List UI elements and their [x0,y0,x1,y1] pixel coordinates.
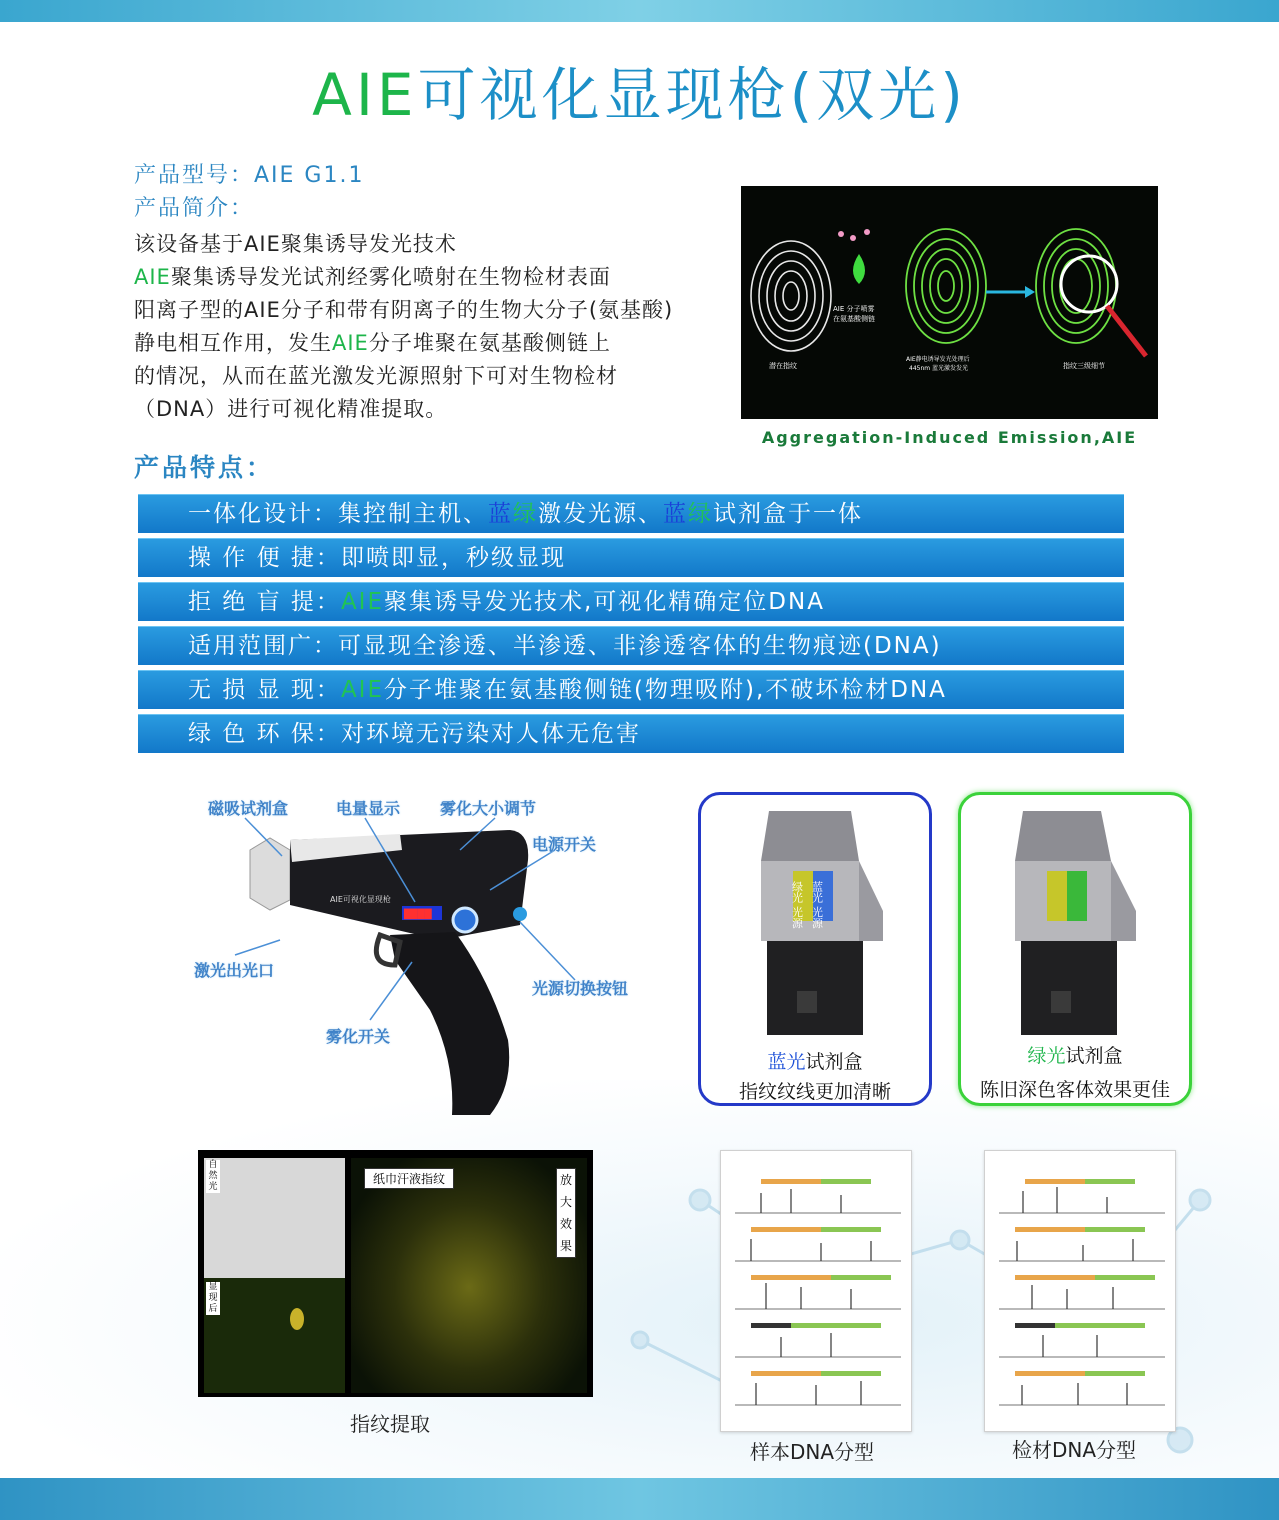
intro-line [134,261,724,294]
product-model: 产品型号：AIE G1.1 [134,163,365,188]
callout-spray-switch: 雾化开关 [326,1027,391,1046]
feature-non-destructive [138,670,1124,709]
feature-no-blind-extraction [138,582,1124,621]
feature-text: 可显现全渗透、半渗透、非渗透客体的生物痕迹(DNA) [338,633,942,659]
feature-text: 试剂盒于一体 [713,501,863,527]
blue-word: 蓝 [663,501,688,527]
blue-word: 蓝 [488,501,513,527]
callout-battery: 电量显示 [336,799,401,818]
feature-label: 无 损 显 现： [188,677,341,703]
intro-line-text: 分子堆聚在氨基酸侧链上 [368,331,611,355]
electropherogram-icon [721,1151,911,1431]
blue-card-caption [701,1047,929,1074]
feature-text: 对环境无污染对人体无危害 [340,721,641,747]
blue-card-caption-2: 指纹纹线更加清晰 [738,1081,891,1103]
features-heading: 产品特点： [134,453,275,482]
top-decor-band [0,0,1279,22]
feature-label: 绿 色 环 保： [188,721,341,747]
intro-line: 阳离子型的AIE分子和带有阴离子的生物大分子(氨基酸) [134,298,674,322]
cartridge-icon [701,801,929,1041]
gun-brand: AIE可视化显现枪 [330,895,391,904]
label-zoom-effect: 放大效果 [556,1168,576,1258]
intro-line: 的情况，从而在蓝光激发光源照射下可对生物检材 [134,364,618,388]
intro-line: （DNA）进行可视化精准提取。 [134,397,448,421]
intro-line [134,327,724,360]
fingerprint-extraction-panel [198,1150,593,1397]
gun-diagram [190,790,640,1120]
blue-cartridge-card [698,792,932,1106]
aie-label-center-2: 445nm 蓝光激发发光 [909,365,969,372]
feature-label: 一体化设计： [188,501,338,527]
green-word: 绿 [688,501,713,527]
aie-fingerprint-illustration [741,186,1158,419]
tissue-after-photo [204,1278,345,1393]
card-caption-text: 试剂盒 [805,1051,863,1073]
feature-integrated [138,494,1124,533]
aie-highlight: AIE [332,331,369,355]
feature-text: 即喷即显，秒级显现 [340,545,566,571]
blue-word: 蓝光 [767,1051,806,1073]
green-word: AIE [340,589,384,615]
sample-dna-report [720,1150,912,1432]
intro-line-text: 聚集诱导发光试剂经雾化喷射在生物检材表面 [170,265,611,289]
feature-label: 拒 绝 盲 提： [188,589,341,615]
tissue-natural-photo [204,1158,345,1278]
callout-laser: 激光出光口 [194,961,275,980]
sample-dna-caption: 样本DNA分型 [750,1440,875,1464]
aie-label-mid-2: 在氨基酸侧链 [833,315,875,323]
label-natural-light: 自然光 [206,1160,220,1193]
cartridge-icon [961,801,1189,1041]
bottom-decor-band [0,1478,1279,1520]
aie-label-center-1: AIE静电诱导发光处理后 [906,356,970,363]
electropherogram-icon [985,1151,1175,1431]
title-aie: AIE [312,61,418,129]
aie-highlight: AIE [134,265,171,289]
feature-label: 操 作 便 捷： [188,545,341,571]
battery-display: ████ [404,910,432,920]
feature-easy-operation [138,538,1124,577]
green-light-label: 绿光 光源 [790,881,804,929]
card-caption-text: 试剂盒 [1065,1045,1123,1067]
intro-text [134,228,724,426]
feature-label: 适用范围广： [188,633,338,659]
feature-text: 激发光源、 [538,501,663,527]
aie-label-mid-1: AIE 分子喷雾 [833,305,875,313]
green-word: AIE [340,677,384,703]
evidence-dna-report [984,1150,1176,1432]
label-tissue-sweat: 纸巾汗液指纹 [364,1168,454,1189]
green-cartridge-card [958,792,1192,1106]
aie-label-left: 潜在指纹 [769,362,797,370]
green-word: 绿光 [1027,1045,1066,1067]
label-after-development: 显现后 [206,1282,220,1315]
intro-label: 产品简介： [134,196,255,221]
title-rest: 可视化显现枪(双光) [417,61,967,129]
intro-line-text: 静电相互作用，发生 [134,331,332,355]
fingerprint-caption: 指纹提取 [350,1412,430,1436]
feature-text: 分子堆聚在氨基酸侧链(物理吸附),不破坏检材DNA [384,677,947,703]
callout-power: 电源开关 [532,835,597,854]
blue-light-label: 蓝光 光源 [810,881,824,929]
feature-wide-scope [138,626,1124,665]
green-word: 绿 [513,501,538,527]
callout-cartridge: 磁吸试剂盒 [208,799,289,818]
feature-text: 集控制主机、 [338,501,488,527]
aie-label-right: 指纹三级细节 [1063,362,1105,370]
fingerprint-zoom-photo [351,1158,587,1393]
callout-light-switch: 光源切换按钮 [532,979,629,998]
intro-line: 该设备基于AIE聚集诱导发光技术 [134,232,457,256]
page-title [0,48,1279,132]
feature-text: 聚集诱导发光技术,可视化精确定位DNA [384,589,825,615]
feature-eco-friendly [138,714,1124,753]
fingerprint-sequence-icon [741,186,1158,419]
callout-spray-size: 雾化大小调节 [440,799,537,818]
green-card-caption-2: 陈旧深色客体效果更佳 [979,1079,1170,1101]
features-list [138,494,1124,758]
evidence-dna-caption: 检材DNA分型 [1012,1438,1137,1462]
aie-caption: Aggregation-Induced Emission,AIE [761,428,1138,447]
green-card-caption [961,1041,1189,1068]
